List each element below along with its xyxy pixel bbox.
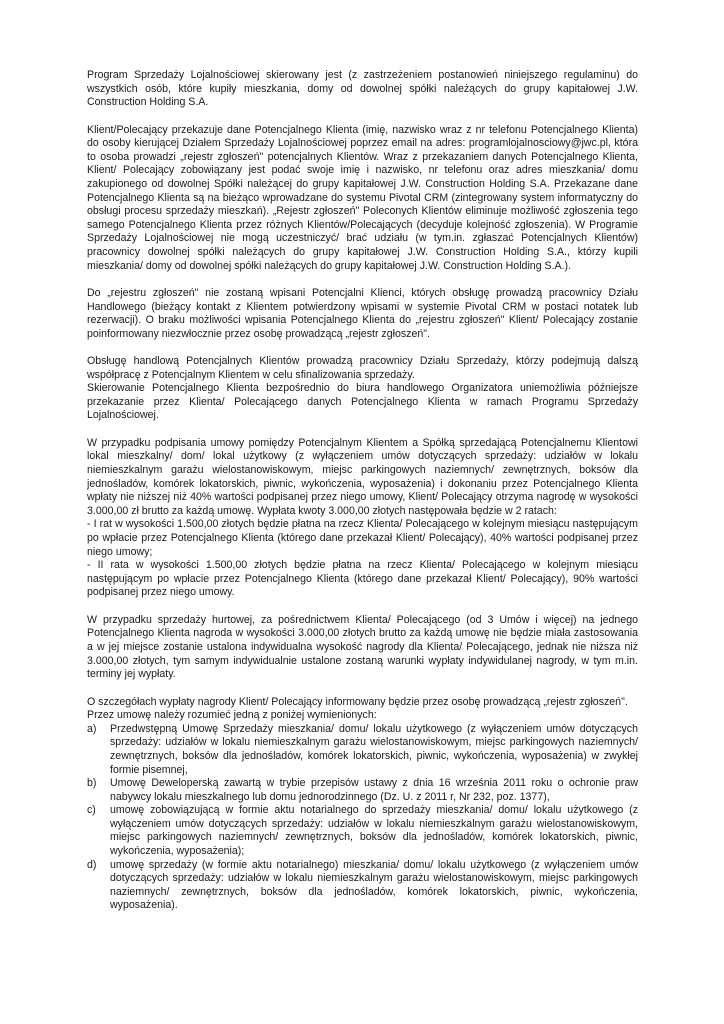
paragraph-first-installment: - I rat w wysokości 1.500,00 złotych będzie płatna na rzecz Klienta/ Polecającego w kolejnym miesiącu następującym po wpłacie przez Potencjalnego Klienta (którego dane przekazał Klient/ Polecający), 40% wartości podpisanej przez niego umowy; (87, 518, 638, 558)
paragraph-second-installment: - II rata w wysokości 1.500,00 złotych będzie płatna na rzecz Klienta/ Polecającego w kolejnym miesiącu następującym po wpłacie przez Potencjalnego Klienta (którego dane przekazał Klient/ Polecający), 90% wartości podpisanej przez niego umowy. (87, 559, 638, 599)
paragraph-registry-exclusions: Do „rejestru zgłoszeń" nie zostaną wpisani Potencjalni Klienci, których obsługę prowadzą pracownicy Działu Handlowego (bieżący kontakt z Klientem potwierdzony wpisami w systemie Pivotal CRM w postaci notatek lub rezerwacji). O braku możliwości wpisania Potencjalnego Klienta do „rejestru zgłoszeń" Klient/ Polecający zostanie poinformowany niezwłocznie przez osobę prowadzącą „rejestr zgłoszeń". (87, 286, 638, 340)
paragraph-payment-details: O szczegółach wypłaty nagrody Klient/ Polecający informowany będzie przez osobę prowadzącą „rejestr zgłoszeń". (87, 695, 628, 708)
list-item-text: umowę sprzedaży (w formie aktu notarialnego) mieszkania/ domu/ lokalu użytkowego (z wyłączeniem umów dotyczących sprzedaży: udziałów w lokalu niemieszkalnym garażu wielostanowiskowym, miejsc parkingowych naziemnych/ zewnętrznych, boksów dla jednośladów, komórek lokatorskich, piwnic, wykończenia, wyposażenia). (110, 858, 638, 912)
list-item-text: Umowę Deweloperską zawartą w trybie przepisów ustawy z dnia 16 września 2011 roku o ochronie praw nabywcy lokalu mieszkalnego lub domu jednorodzinnego (Dz. U. z 2011 r, Nr 232, poz. 1377), (110, 777, 638, 803)
paragraph-sales-handling: Obsługę handlową Potencjalnych Klientów prowadzą pracownicy Działu Sprzedaży, którzy podejmują dalszą współpracę z Potencjalnym Klientem w celu sfinalizowania sprzedaży. (87, 355, 638, 381)
list-item (87, 777, 638, 804)
list-item (87, 804, 638, 858)
paragraph-program-scope: Program Sprzedaży Lojalnościowej skierowany jest (z zastrzeżeniem postanowień niniejszego regulaminu) do wszystkich osób, które kupiły mieszkania, domy od dowolnej spółki należących do grupy kapitałowej J.W. Construction Holding S.A. (87, 69, 638, 109)
paragraph-referral-process: Klient/Polecający przekazuje dane Potencjalnego Klienta (imię, nazwisko wraz z nr telefonu Potencjalnego Klienta) do osoby kierującej Działem Sprzedaży Lojalnościowej poprzez email na adres: programlojalnosciowy@jwc.pl, która to osoba prowadzi „rejestr zgłoszeń" potencjalnych Klientów. Wraz z przekazaniem danych Potencjalnego Klienta, Klient/ Polecający zobowiązany jest podać swoje imię i nazwisko, nr telefonu oraz adres mieszkania/ domu zakupionego od dowolnej Spółki należącej do grupy kapitałowej J.W. Construction Holding S.A. Przekazane dane Potencjalnego Klienta są na bieżąco wprowadzane do systemu Pivotal CRM (zintegrowany system informatyczny do obsługi procesu sprzedaży mieszkań). „Rejestr zgłoszeń" Poleconych Klientów eliminuje możliwość zgłoszenia tego samego Potencjalnego Klienta przez różnych Klientów/Polecających (decyduje kolejność zgłoszenia). W Programie Sprzedaży Lojalnościowej nie mogą uczestniczyć/ brać udziału (w tym.in. zgłaszać Potencjalnych Klientów) pracownicy dowolnej spółki należących do grupy kapitałowej J.W. Construction Holding S.A., którzy kupili mieszkania/ domy od dowolnej spółki należących do grupy kapitałowej J.W. Construction Holding S.A.). (87, 123, 638, 272)
document-page (87, 69, 638, 913)
list-marker: a) (87, 722, 97, 735)
paragraph-reward-conditions: W przypadku podpisania umowy pomiędzy Potencjalnym Klientem a Spółką sprzedającą Potencjalnemu Klientowi lokal mieszkalny/ dom/ lokal użytkowy (z wyłączeniem umów dotyczących sprzedaży: udziałów w lokalu niemieszkalnym garażu wielostanowiskowym, miejsc parkingowych naziemnych/ zewnętrznych, boksów dla jednośladów, komórek lokatorskich, piwnic, wykończenia, wyposażenia) i dokonaniu przez Potencjalnego Klienta wpłaty nie niższej niż 40% wartości podpisanej przez niego umowy, Klient/ Polecający otrzyma nagrodę w wysokości 3.000,00 zł brutto za każdą umowę. Wypłata kwoty 3.000,00 złotych następowała będzie w 2 ratach: (87, 436, 638, 517)
list-item-text: umowę zobowiązującą w formie aktu notarialnego do sprzedaży mieszkania/ domu/ lokalu użytkowego (z wyłączeniem umów dotyczących sprzedaży: udziałów w lokalu niemieszkalnym garażu wielostanowiskowym, miejsc parkingowych naziemnych/ zewnętrznych, boksów dla jednośladów, komórek lokatorskich, piwnic, wykończenia, wyposażenia); (110, 804, 638, 858)
paragraph-direct-referral: Skierowanie Potencjalnego Klienta bezpośrednio do biura handlowego Organizatora uniemożliwia późniejsze przekazanie przez Klienta/ Polecającego danych Potencjalnego Klienta w ramach Programu Sprzedaży Lojalnościowej. (87, 382, 638, 422)
list-item-text: Przedwstępną Umowę Sprzedaży mieszkania/ domu/ lokalu użytkowego (z wyłączeniem umów dotyczących sprzedaży: udziałów w lokalu niemieszkalnym garażu wielostanowiskowym, miejsc parkingowych naziemnych/ zewnętrznych, boksów dla jednośladów, komórek lokatorskich, piwnic, wykończenia, wyposażenia) w zwykłej formie pisemnej, (110, 722, 638, 776)
list-marker: b) (87, 777, 97, 790)
list-item (87, 723, 638, 777)
list-item (87, 859, 638, 913)
agreement-types-list (87, 723, 638, 913)
list-marker: d) (87, 858, 97, 871)
paragraph-wholesale: W przypadku sprzedaży hurtowej, za pośrednictwem Klienta/ Polecającego (od 3 Umów i więcej) na jednego Potencjalnego Klienta nagroda w wysokości 3.000,00 złotych brutto za każdą umowę nie będzie miała zastosowania a w jej miejsce zostanie ustalona indywidualna wysokość nagrody dla Klienta/ Polecającego, jednak nie niższa niż 3.000,00 złotych, tym samym indywidualnie ustalone zostaną warunki wypłaty indywidulanej nagrody, w tym m.in. terminy jej wypłaty. (87, 613, 638, 681)
list-marker: c) (87, 804, 96, 817)
list-intro: Przez umowę należy rozumieć jedną z poniżej wymienionych: (87, 709, 377, 722)
